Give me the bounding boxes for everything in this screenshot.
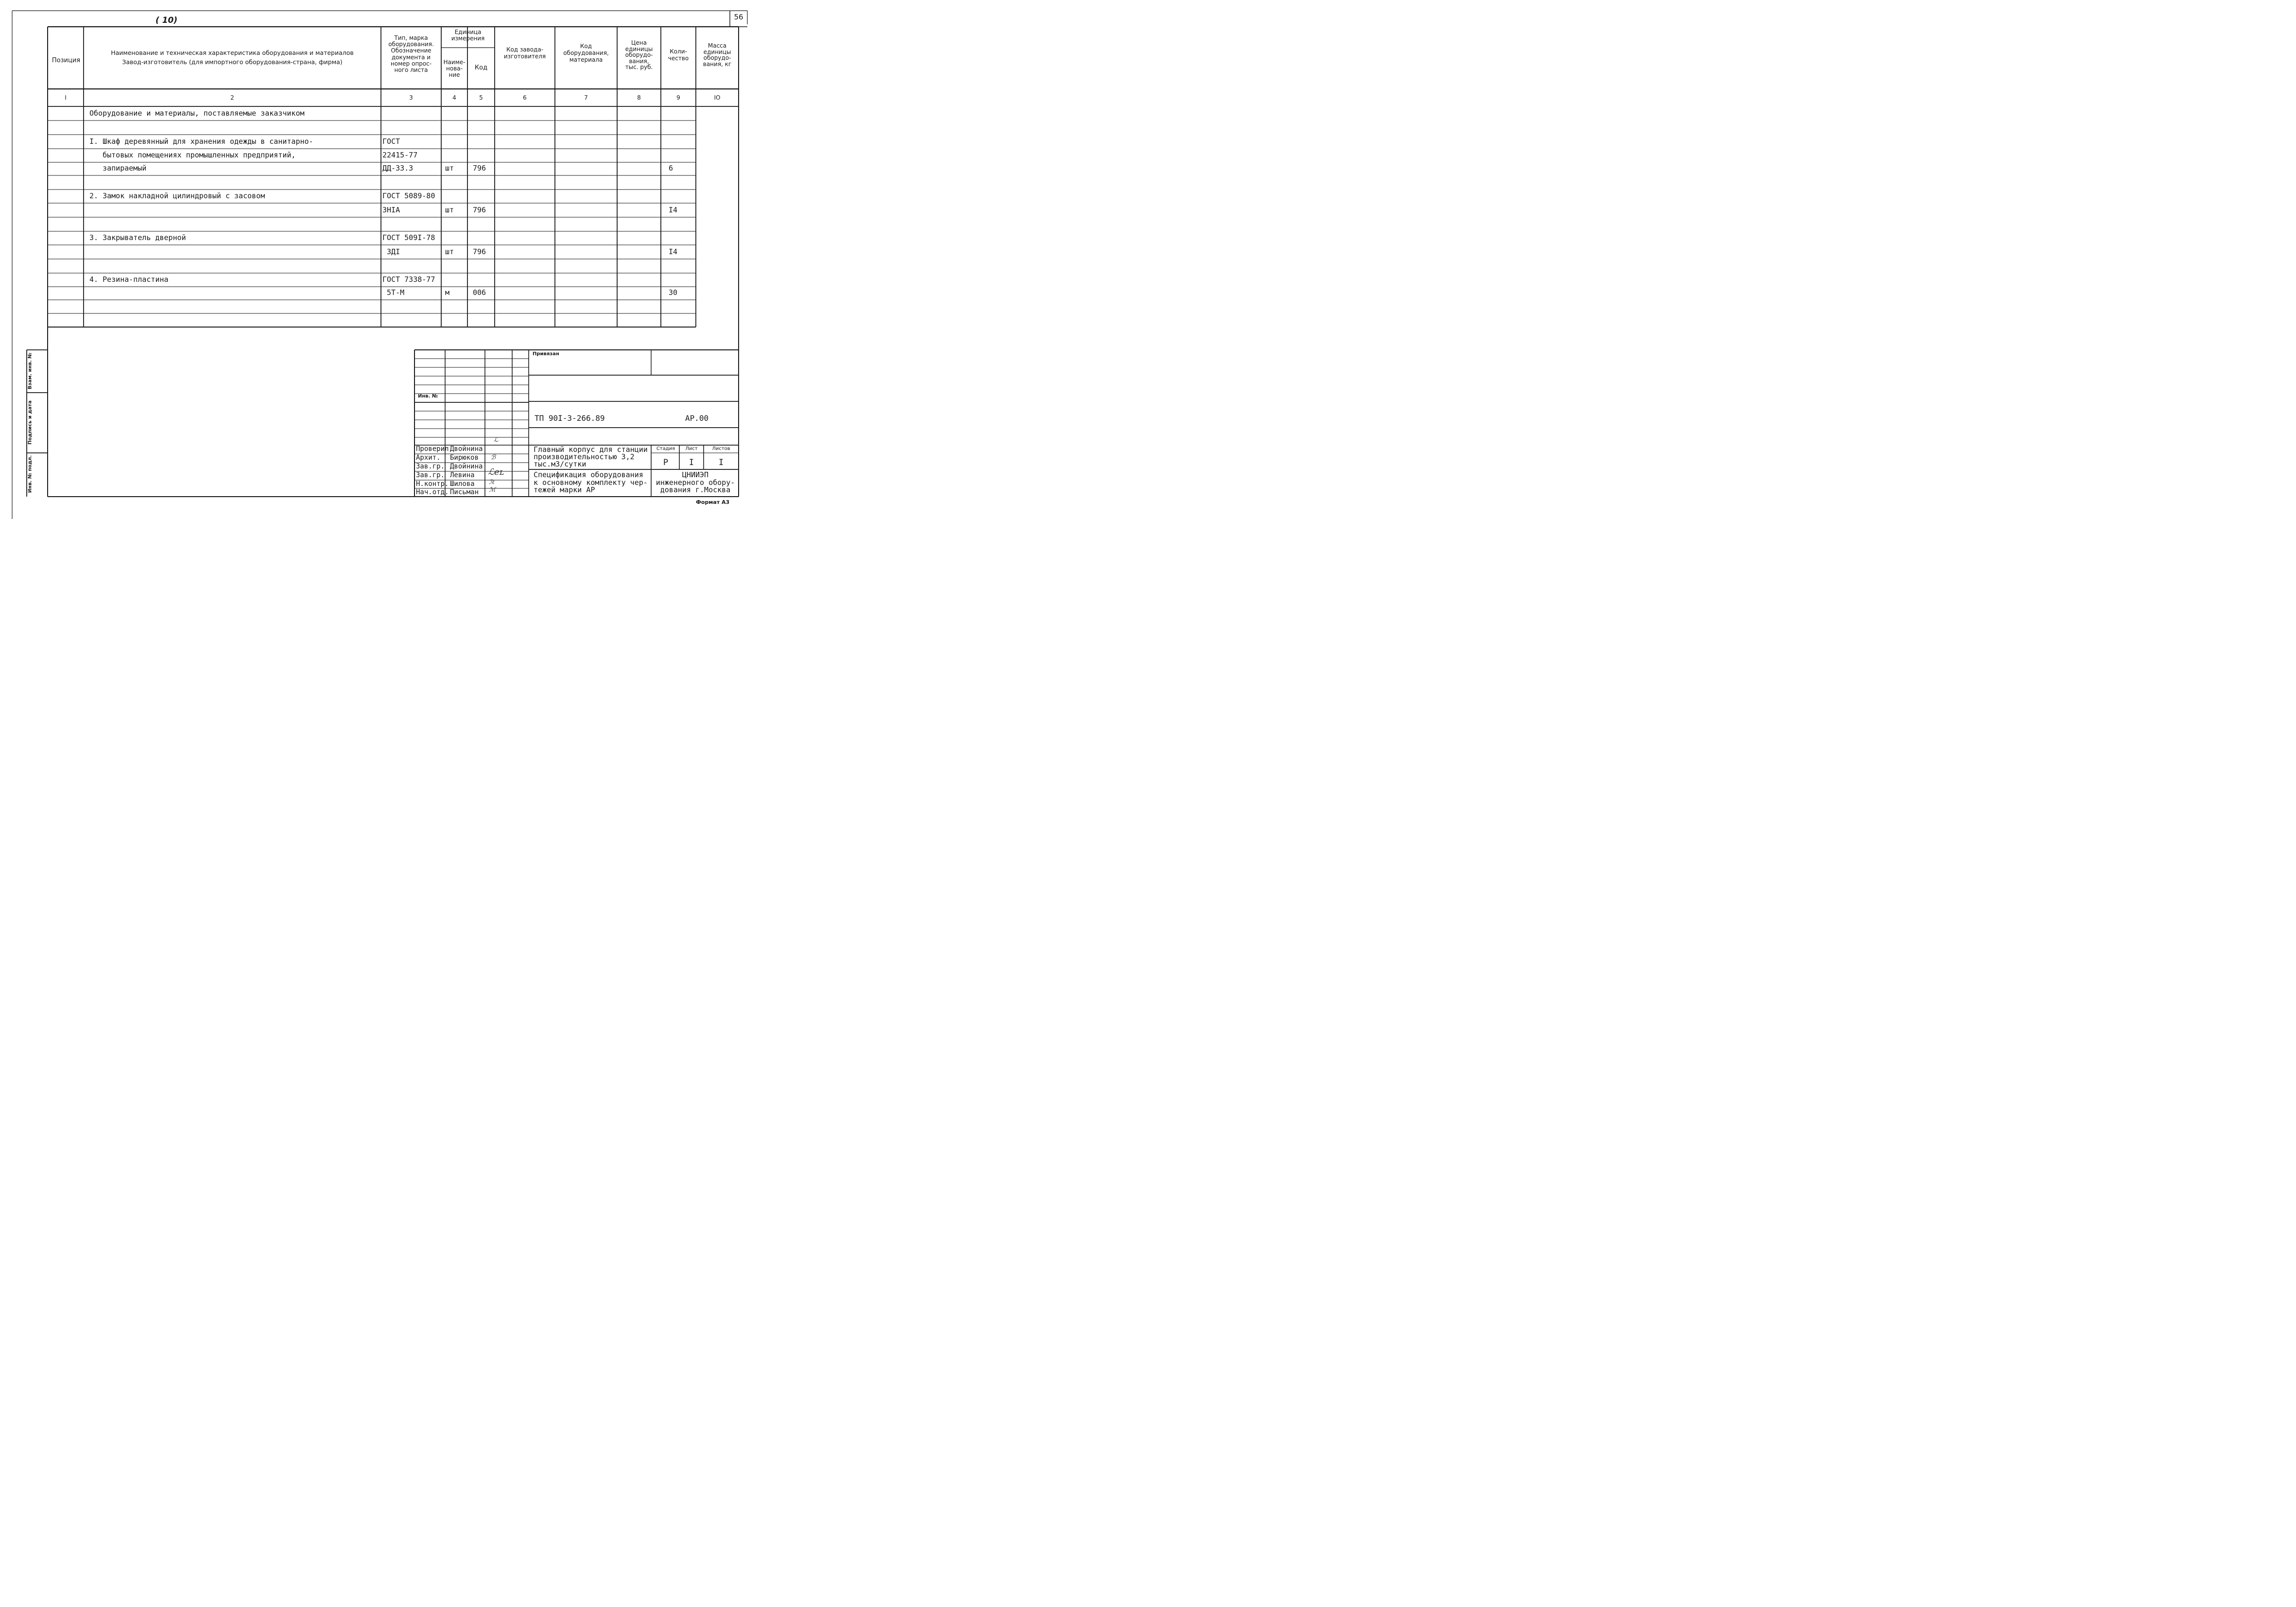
row-code: 796 xyxy=(473,206,486,214)
privyazan-label: Привязан xyxy=(533,351,559,357)
signature-mark: ℒeʟ xyxy=(488,467,504,477)
side-label-vzam: Взам. инв. № xyxy=(27,352,33,390)
bracket-label: ( 10) xyxy=(155,16,178,25)
stage-label: Стадия xyxy=(656,446,675,451)
spec-line-2: к основному комплекту чер- xyxy=(534,478,648,487)
row-unit: м xyxy=(445,288,450,297)
signer-role: Архит. xyxy=(416,454,441,462)
inv-no-label: Инв. № xyxy=(418,394,438,399)
row-type: ГОСТ 509I-78 xyxy=(382,233,435,242)
side-label-inv-podl: Инв. № подл. xyxy=(27,455,33,493)
row-type: 5Т-М xyxy=(382,288,405,297)
title-line-1: Главный корпус для станции xyxy=(534,445,648,454)
header-name: Наименование и техническая характеристика оборудования и материалов Завод-изготовитель (для импортного оборудования-страна, фирма) xyxy=(111,49,354,66)
column-number: 6 xyxy=(523,94,527,101)
row-type: 22415-77 xyxy=(382,151,418,159)
signer-name: Двойнина xyxy=(450,463,483,470)
row-name: запираемый xyxy=(89,164,147,173)
spec-line-3: тежей марки АР xyxy=(534,485,595,494)
row-name: 4. Резина-пластина xyxy=(89,275,169,284)
org-line-2: инженерного обору- xyxy=(656,478,735,487)
column-number: 3 xyxy=(409,94,413,101)
row-type: ГОСТ 7338-77 xyxy=(382,275,435,284)
title-line-2: производительностью 3,2 xyxy=(534,452,635,461)
signer-name: Бирюков xyxy=(450,454,479,462)
signer-role: Зав.гр. xyxy=(416,471,445,479)
signer-role: Зав.гр. xyxy=(416,463,445,470)
column-number: 8 xyxy=(637,94,641,101)
signature-mark: ℐℓ xyxy=(489,479,495,486)
row-name: бытовых помещениях промышленных предприятий, xyxy=(89,151,296,159)
document-code: ТП 90I-3-266.89 xyxy=(535,414,605,423)
signer-role: Н.контр. xyxy=(416,480,449,488)
signer-role: Проверил xyxy=(416,445,449,453)
header-mass: Масса единицы оборудо- вания, кг xyxy=(703,42,732,68)
row-qty: I4 xyxy=(669,247,678,256)
signature-mark: ℳ xyxy=(489,486,496,494)
sheet-number: 56 xyxy=(734,13,743,21)
header-unit-name: Наиме- нова- ние xyxy=(443,59,466,79)
row-qty: 6 xyxy=(669,164,673,173)
row-code: 796 xyxy=(473,247,486,256)
sheet-value: I xyxy=(689,458,694,467)
sheets-value: I xyxy=(718,458,724,467)
side-label-podpis: Подпись и дата xyxy=(27,400,33,445)
row-name: Оборудование и материалы, поставляемые заказчиком xyxy=(89,109,305,118)
header-price: Цена единицы оборудо- вания, тыс. руб. xyxy=(625,39,653,71)
column-number: 7 xyxy=(584,94,588,101)
signer-name: Письман xyxy=(450,488,479,496)
column-number: I xyxy=(65,94,67,101)
sheets-label: Листов xyxy=(712,446,730,451)
sheet-label: Лист xyxy=(685,446,698,451)
signature-mark: ℬ xyxy=(491,454,496,461)
header-type: Тип, марка оборудования. Обозначение документа и номер опрос- ного листа xyxy=(388,35,434,73)
column-number: 5 xyxy=(479,94,483,101)
row-type: ГОСТ 5089-80 xyxy=(382,191,435,200)
column-number: 4 xyxy=(452,94,456,101)
spec-line-1: Спецификация оборудования xyxy=(534,470,643,479)
row-code: 796 xyxy=(473,164,486,173)
row-qty: I4 xyxy=(669,206,678,214)
row-unit: шт xyxy=(445,247,454,256)
row-code: 006 xyxy=(473,288,486,297)
row-type: ЗДI xyxy=(382,247,400,256)
header-equipment-code: Код оборудования, материала xyxy=(563,43,609,63)
row-type: ЗНIА xyxy=(382,206,400,214)
signer-role: Нач.отд. xyxy=(416,488,449,496)
column-number: 9 xyxy=(676,94,680,101)
row-name: 2. Замок накладной цилиндровый с засовом xyxy=(89,191,265,200)
column-number: IO xyxy=(714,94,721,101)
header-unit-code: Код xyxy=(474,64,488,71)
format-label: Формат А3 xyxy=(696,499,730,505)
row-unit: шт xyxy=(445,206,454,214)
row-name: 3. Закрыватель дверной xyxy=(89,233,186,242)
org-line-1: ЦНИИЭП xyxy=(682,470,709,479)
title-line-3: тыс.м3/сутки xyxy=(534,460,587,468)
header-position: Позиция xyxy=(52,57,81,64)
row-qty: 30 xyxy=(669,288,678,297)
signer-name: Шилова xyxy=(450,480,475,488)
column-number: 2 xyxy=(230,94,234,101)
row-unit: шт xyxy=(445,164,454,173)
row-type: ГОСТ xyxy=(382,137,400,146)
header-quantity: Коли- чество xyxy=(668,48,689,62)
row-name: I. Шкаф деревянный для хранения одежды в санитарно- xyxy=(89,137,313,146)
stage-value: Р xyxy=(663,458,669,467)
signer-name: Левина xyxy=(450,471,475,479)
header-factory-code: Код завода- изготовителя xyxy=(503,46,546,60)
header-unit-group: Единица измерения xyxy=(451,29,485,42)
row-type: ДД-33.3 xyxy=(382,164,414,173)
signer-name: Двойнина xyxy=(450,445,483,453)
signature-mark: ℒ xyxy=(494,436,499,444)
drawing-frame xyxy=(0,0,763,535)
document-suffix: АР.00 xyxy=(685,414,709,423)
org-line-3: дования г.Москва xyxy=(660,485,731,494)
